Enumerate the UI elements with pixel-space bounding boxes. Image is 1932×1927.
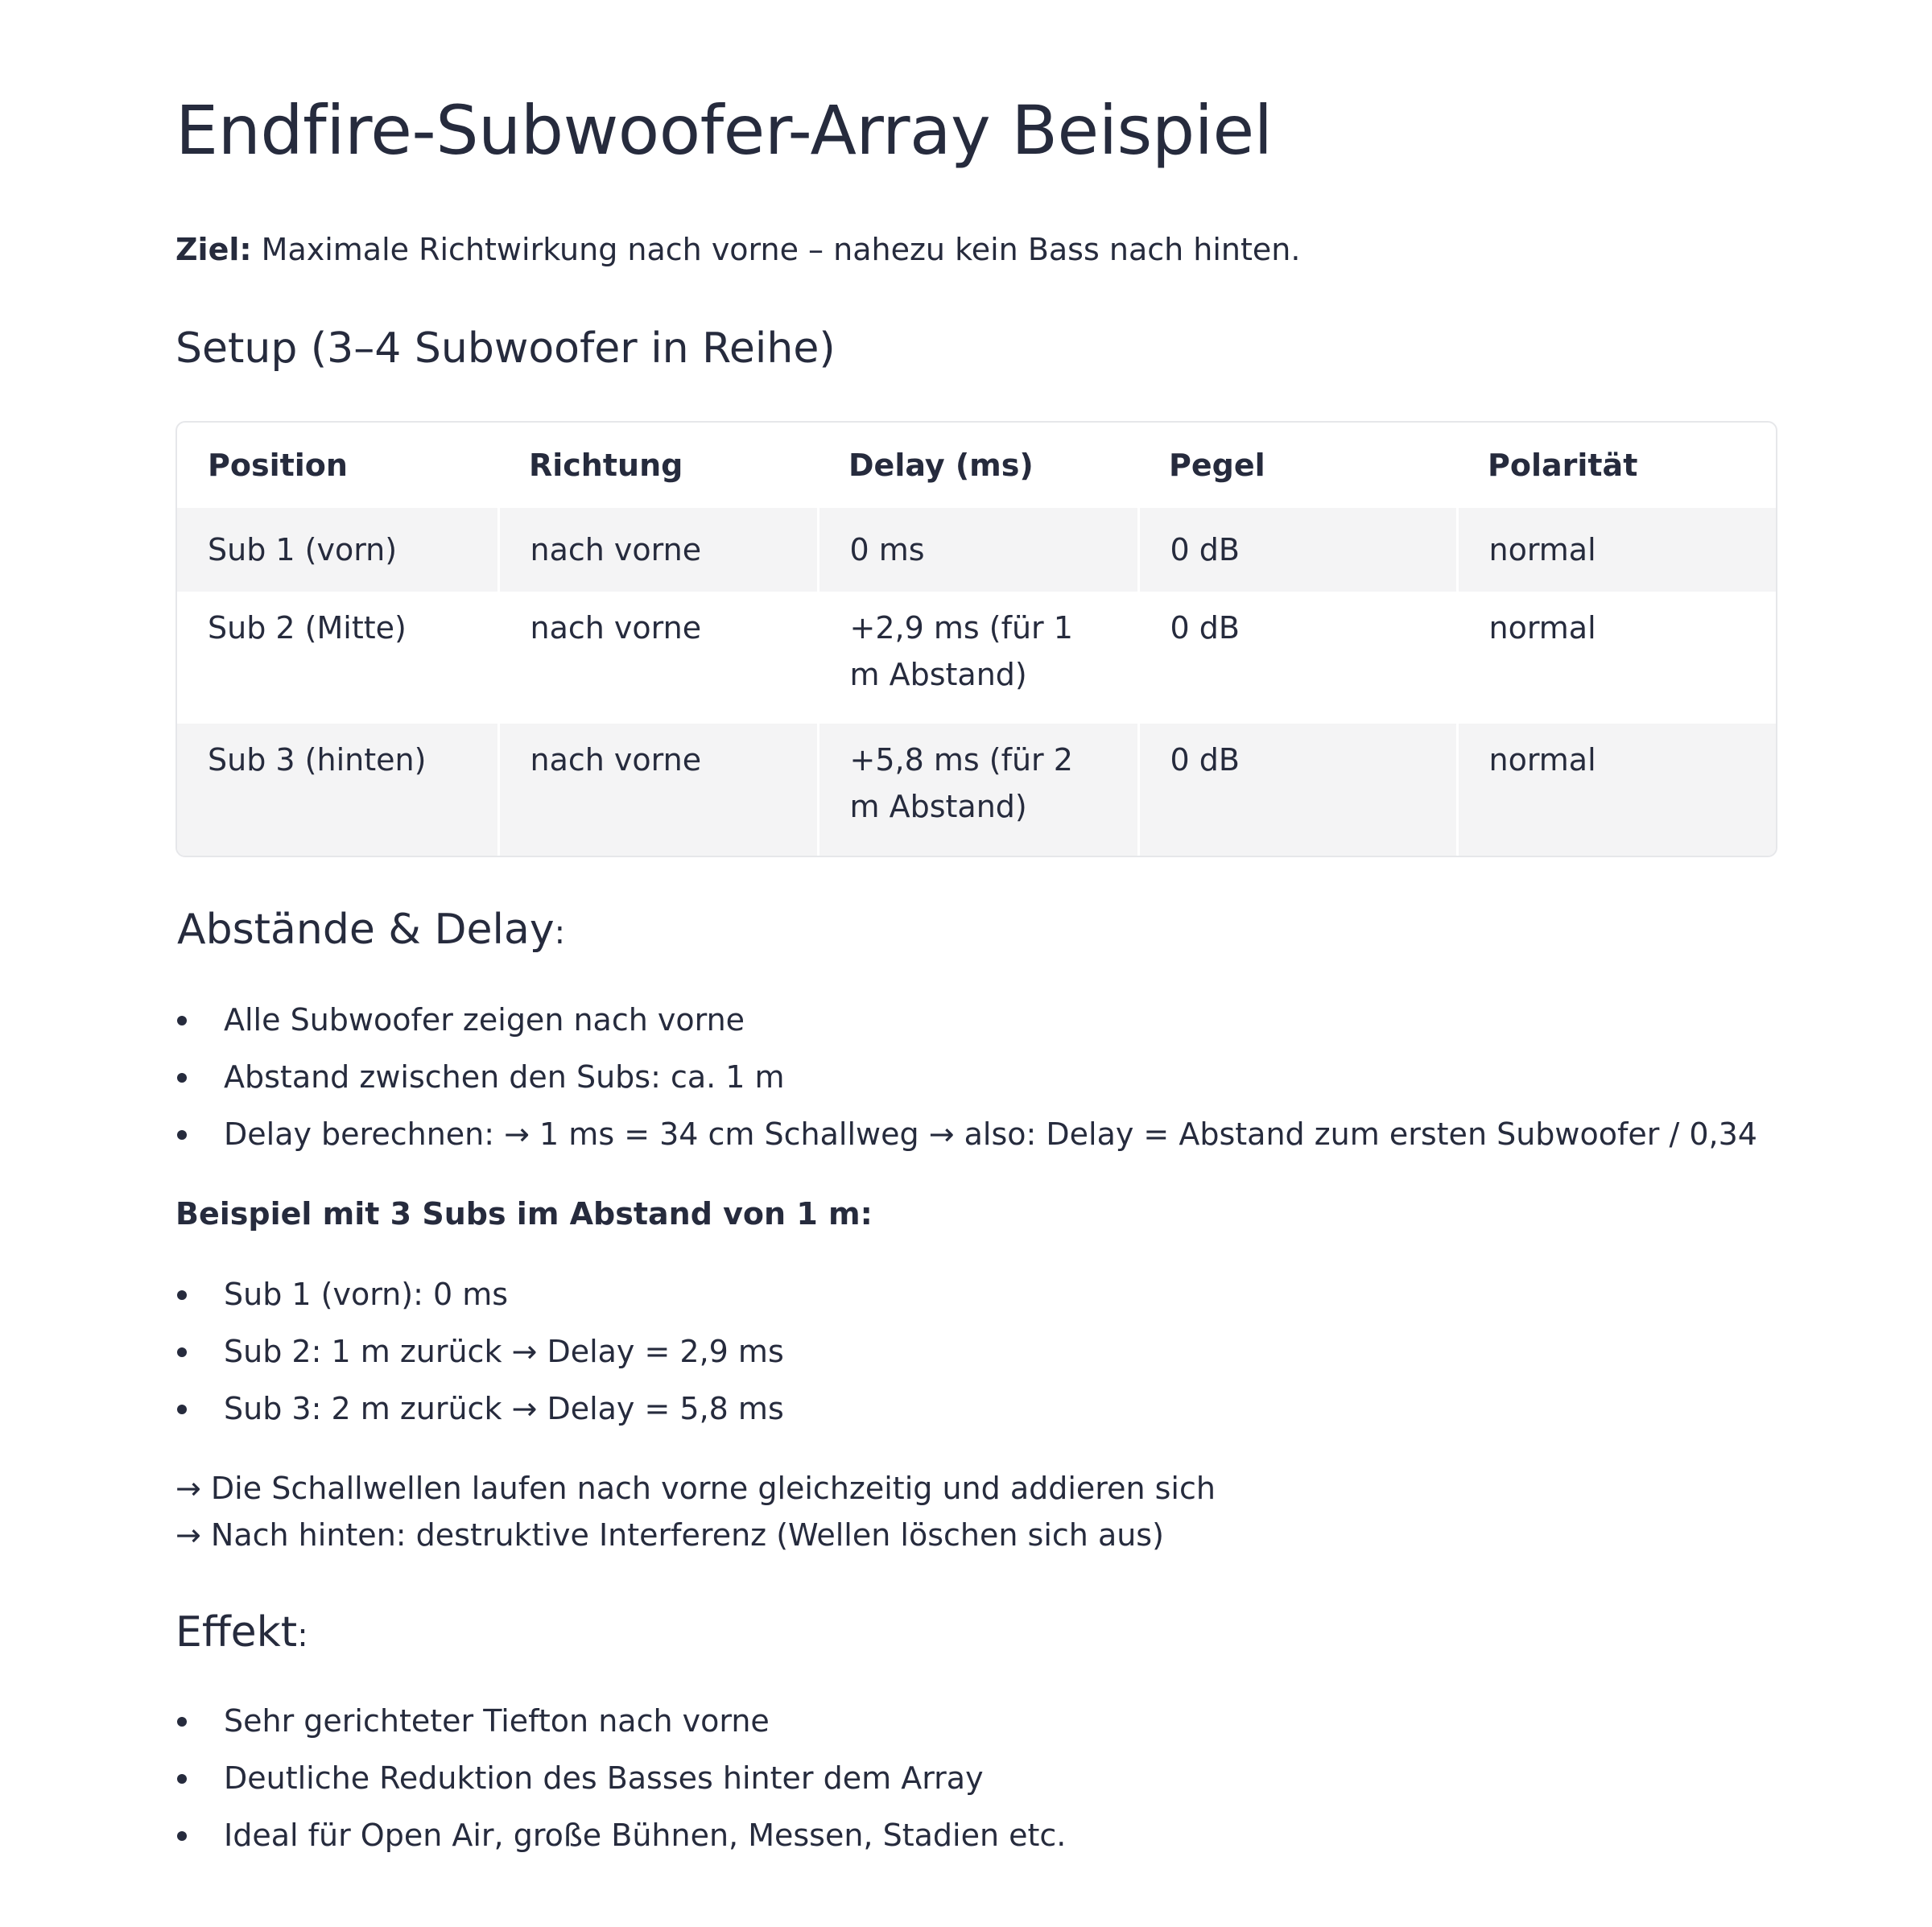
list-item-text: Deutliche Reduktion des Basses hinter dem Array [224,1760,984,1796]
spacing-delay-list [175,992,1757,1163]
example-heading: Beispiel mit 3 Subs im Abstand von 1 m: [175,1196,873,1232]
bullet-icon [177,1347,187,1357]
table-header-position: Position [208,448,348,483]
bullet-icon [177,1016,187,1025]
bullet-icon [177,1130,187,1140]
list-item [175,1693,1066,1750]
setup-heading: Setup (3–4 Subwoofer in Reihe) [175,324,836,373]
table-cell: +5,8 ms (für 2 m Abstand) [818,724,1138,856]
table-row [177,724,1776,856]
bullet-icon [177,1831,187,1841]
table-cell: 0 dB [1138,724,1457,856]
goal-label: Ziel: [175,232,252,267]
list-item [175,1323,784,1380]
table-cell: Sub 3 (hinten) [177,724,498,856]
list-item-text: Abstand zwischen den Subs: ca. 1 m [224,1059,785,1095]
list-item-text: Delay berechnen: → 1 ms = 34 cm Schallweg → also: Delay = Abstand zum ersten Subwoofer / 0,34 [224,1116,1757,1152]
goal-paragraph [175,227,1300,272]
note-line: → Die Schallwellen laufen nach vorne gleichzeitig und addieren sich [175,1471,1216,1506]
list-item [175,1750,1066,1807]
table-cell: normal [1457,592,1776,724]
table-cell: Sub 1 (vorn) [177,508,498,592]
list-item [175,1049,1757,1106]
bullet-icon [177,1774,187,1784]
table-cell: Sub 2 (Mitte) [177,592,498,724]
list-item-text: Ideal für Open Air, große Bühnen, Messen, Stadien etc. [224,1818,1067,1853]
list-item-text: Sub 2: 1 m zurück → Delay = 2,9 ms [224,1334,784,1369]
list-item-text: Alle Subwoofer zeigen nach vorne [224,1002,745,1038]
table-header-pegel: Pegel [1169,448,1265,483]
example-list [175,1266,784,1438]
table-cell: normal [1457,508,1776,592]
bullet-icon [177,1290,187,1300]
table-cell: nach vorne [498,508,818,592]
list-item-text: Sub 3: 2 m zurück → Delay = 5,8 ms [224,1391,784,1426]
heading-colon: : [554,914,566,951]
bullet-icon [177,1405,187,1414]
setup-table [175,421,1777,857]
table-cell: 0 dB [1138,592,1457,724]
table-header-richtung: Richtung [529,448,683,483]
bullet-icon [177,1073,187,1083]
list-item-text: Sub 1 (vorn): 0 ms [224,1277,509,1312]
table-cell: +2,9 ms (für 1 m Abstand) [818,592,1138,724]
goal-text: Maximale Richtwirkung nach vorne – nahezu kein Bass nach hinten. [251,232,1301,267]
table-header-polaritaet: Polarität [1488,448,1638,483]
list-item-text: Sehr gerichteter Tiefton nach vorne [224,1703,770,1739]
table-cell: 0 ms [818,508,1138,592]
table-row [177,508,1776,592]
effect-heading [175,1604,308,1664]
table-cell: 0 dB [1138,508,1457,592]
table-cell: nach vorne [498,592,818,724]
heading-colon: : [297,1617,308,1654]
bullet-icon [177,1717,187,1727]
list-item [175,1380,784,1438]
note-line: → Nach hinten: destruktive Interferenz (Wellen löschen sich aus) [175,1517,1164,1553]
table-header-delay: Delay (ms) [848,448,1034,483]
list-item [175,1807,1066,1864]
page-title: Endfire-Subwoofer-Array Beispiel [175,91,1273,170]
table-cell: nach vorne [498,724,818,856]
effect-heading-text: Effekt [175,1608,298,1657]
table-row [177,592,1776,724]
effect-list [175,1693,1066,1864]
table-cell: normal [1457,724,1776,856]
table-header-row [177,423,1776,508]
spacing-delay-heading-text: Abstände & Delay [177,906,555,954]
list-item [175,1266,784,1323]
list-item [175,992,1757,1049]
list-item [175,1106,1757,1163]
spacing-delay-heading [177,902,565,961]
example-notes [175,1465,1216,1558]
